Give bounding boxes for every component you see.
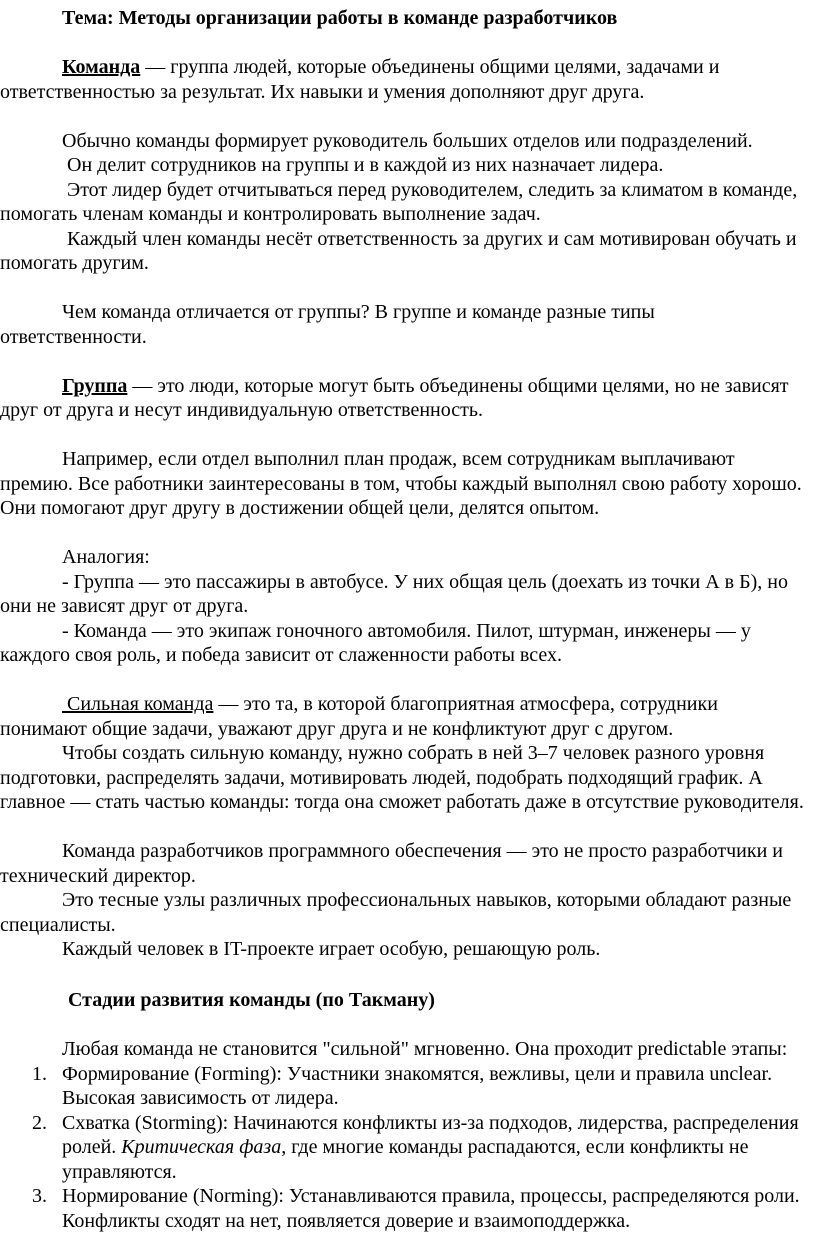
spacer: [0, 668, 806, 693]
spacer: [0, 104, 806, 129]
team-term: Команда: [62, 56, 141, 78]
leader-paragraph-2: Он делит сотрудников на группы и в каждой из них назначает лидера.: [62, 154, 664, 176]
document-title: Тема: Методы организации работы в команде разработчиков: [62, 7, 618, 29]
stage-text: Схватка (Storming): Начинаются конфликты из-за подходов, лидерства, распределения ролей.: [62, 1111, 799, 1158]
strong-team-definition: [0, 692, 806, 741]
analogy-heading: Аналогия:: [62, 546, 150, 568]
analogy-item-bus: - Группа — это пассажиры в автобусе. У них общая цель (доехать из точки А в Б), но они не зависят друг от друга.: [0, 570, 788, 617]
group-definition-text: — это люди, которые могут быть объединены общими целями, но не зависят друг от друга и несут индивидуальную ответственность.: [0, 374, 789, 421]
team-definition: [0, 55, 806, 104]
difference-paragraph: Чем команда отличается от группы? В группе и команде разные типы ответственности.: [0, 301, 655, 348]
dev-team-paragraph-3: Каждый человек в IT-проекте играет особую, решающую роль.: [62, 938, 601, 960]
team-definition-text: — группа людей, которые объединены общими целями, задачами и ответственностью за результат. Их навыки и умения дополняют друг друга.: [0, 56, 720, 103]
spacer: [0, 349, 806, 374]
stage-item-forming: [32, 1062, 806, 1111]
stage-number: 1.: [32, 1062, 47, 1085]
spacer: [0, 521, 806, 546]
stage-item-storming: [32, 1111, 806, 1185]
spacer: [0, 962, 806, 987]
leader-paragraph-3: Этот лидер будет отчитываться перед руководителем, следить за климатом в команде, помогать членам команды и контролировать выполнение задач.: [0, 178, 803, 225]
group-definition: [0, 374, 806, 423]
group-term: Группа: [62, 374, 128, 397]
analogy-item-race-crew: - Команда — это экипаж гоночного автомобиля. Пилот, штурман, инженеры — у каждого своя роль, и победа зависит от слаженности работы всех.: [0, 619, 751, 666]
spacer: [0, 423, 806, 448]
stage-number: 2.: [32, 1111, 47, 1134]
dev-team-paragraph-1: Команда разработчиков программного обеспечения — это не просто разработчики и технический директор.: [0, 840, 784, 887]
stage-text: Нормирование (Norming): Устанавливаются правила, процессы, распределяются роли. Конфликты сходят на нет, появляется доверие и взаимоподдержка.: [62, 1185, 800, 1232]
spacer: [0, 276, 806, 301]
strong-team-text: — это та, в которой благоприятная атмосфера, сотрудники понимают общие задачи, уважают друг друга и не конфликтуют друг с другом.: [0, 693, 723, 740]
stages-intro: Любая команда не становится "сильной" мгновенно. Она проходит predictable этапы:: [62, 1038, 788, 1060]
strong-team-how: Чтобы создать сильную команду, нужно собрать в ней 3–7 человек разного уровня подготовки, распределять задачи, мотивировать людей, подобрать подходящий график. А главное — стать частью команды: тогда она сможет работать даже в отсутствие руководителя.: [0, 742, 804, 813]
example-paragraph: Например, если отдел выполнил план продаж, всем сотрудникам выплачивают премию. Все работники заинтересованы в том, чтобы каждый выполнял свою работу хорошо. Они помогают друг другу в достижении общей цели, делятся опытом.: [0, 448, 802, 519]
strong-team-term: Сильная команда: [62, 693, 214, 715]
stages-title: Стадии развития команды (по Такману): [68, 989, 435, 1011]
spacer: [0, 1013, 806, 1038]
stage-number: 3.: [32, 1185, 47, 1207]
stage-item-norming: [32, 1184, 806, 1233]
dev-team-paragraph-2: Это тесные узлы различных профессиональных навыков, которыми обладают разные специалисты.: [0, 889, 792, 936]
leader-paragraph-4: Каждый член команды несёт ответственность за других и сам мотивирован обучать и помогать другим.: [0, 227, 802, 274]
stage-text: , где многие команды распадаются, если конфликты не управляются.: [62, 1136, 749, 1183]
leader-paragraph-1: Обычно команды формирует руководитель больших отделов или подразделений.: [62, 129, 753, 152]
stage-text-emphasis: Критическая фаза: [121, 1136, 282, 1158]
stages-list: [0, 1062, 806, 1234]
stage-text: Формирование (Forming): Участники знакомятся, вежливы, цели и правила unclear. Высокая зависимость от лидера.: [62, 1062, 773, 1109]
spacer: [0, 815, 806, 840]
